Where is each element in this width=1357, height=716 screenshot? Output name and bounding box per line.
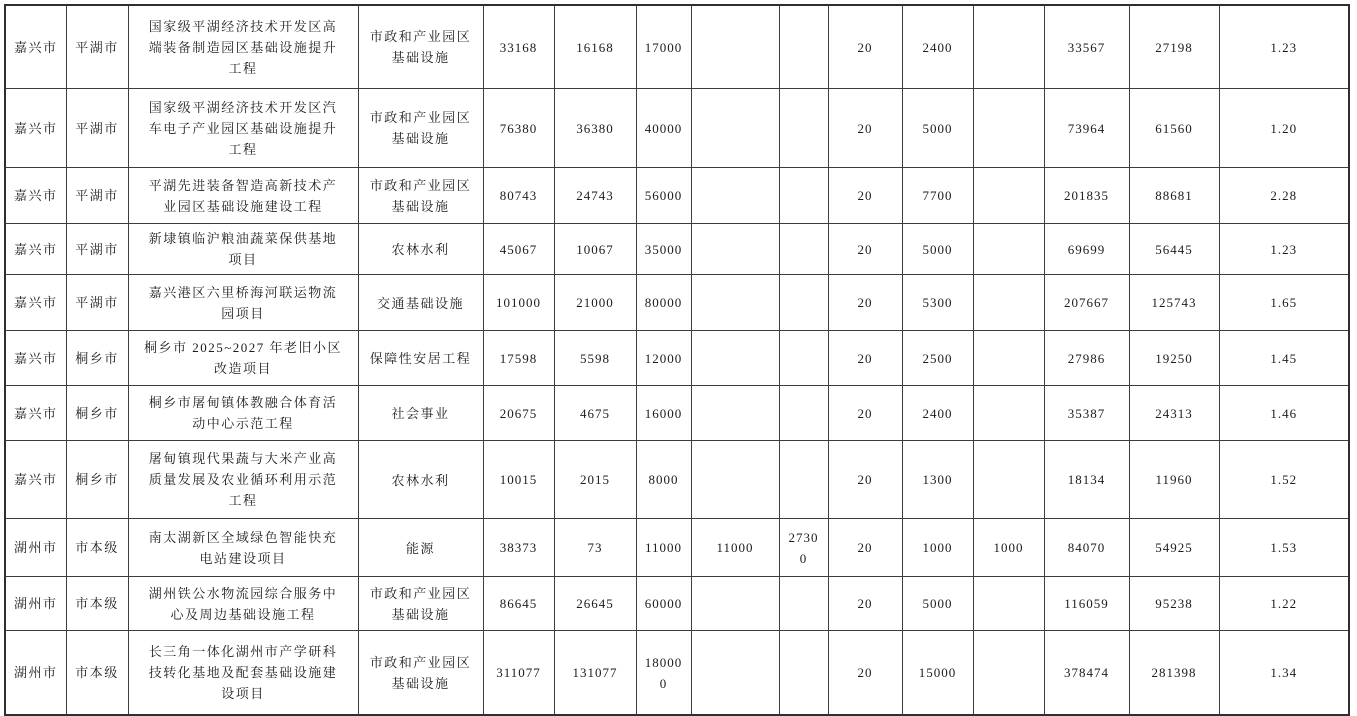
cell-coverage-ratio: 1.23 [1219,224,1349,275]
category-text: 市政和产业园区基础设施 [369,110,472,146]
cell-extra-investment-b [779,275,828,331]
cell-district: 桐乡市 [66,441,128,519]
cell-district: 平湖市 [66,275,128,331]
cell-project-name [128,441,358,519]
cell-cumulative-output: 207667 [1044,275,1129,331]
cell-completed-investment: 36380 [554,89,636,168]
projects-table [4,4,1350,716]
cell-cumulative-completed: 95238 [1129,577,1219,631]
table-row [5,224,1349,275]
cell-project-name [128,224,358,275]
cell-coverage-ratio: 1.45 [1219,331,1349,386]
cell-annual-fund: 5000 [902,89,973,168]
cell-category [358,519,483,577]
cell-extra-investment-b [779,168,828,224]
cell-extra-investment-a [691,386,779,441]
category-text: 市政和产业园区基础设施 [369,29,472,65]
table-row [5,441,1349,519]
cell-cumulative-completed: 61560 [1129,89,1219,168]
cell-city: 嘉兴市 [5,441,66,519]
cell-city: 嘉兴市 [5,168,66,224]
cell-category [358,5,483,89]
cell-extra-investment-a [691,5,779,89]
cell-city: 湖州市 [5,577,66,631]
cell-coverage-ratio: 1.34 [1219,631,1349,716]
cell-city: 嘉兴市 [5,386,66,441]
cell-capital-ratio-percent: 20 [828,224,902,275]
cell-city: 嘉兴市 [5,89,66,168]
category-text: 保障性安居工程 [369,351,472,367]
cell-annual-fund: 5000 [902,224,973,275]
cell-capital-ratio-percent: 20 [828,5,902,89]
cell-extra-fund [973,5,1044,89]
table-row [5,631,1349,716]
cell-project-name [128,386,358,441]
cell-planned-investment: 40000 [636,89,691,168]
cell-extra-fund [973,441,1044,519]
cell-extra-fund [973,89,1044,168]
cell-extra-fund [973,331,1044,386]
cell-total-investment: 80743 [483,168,554,224]
category-text: 交通基础设施 [376,295,464,311]
cell-cumulative-output: 27986 [1044,331,1129,386]
cell-district: 平湖市 [66,224,128,275]
cell-project-name [128,519,358,577]
cell-city: 嘉兴市 [5,275,66,331]
cell-district: 平湖市 [66,168,128,224]
cell-extra-investment-b: 27300 [779,519,828,577]
document-page [4,4,1350,716]
cell-city: 嘉兴市 [5,331,66,386]
cell-extra-investment-b [779,224,828,275]
cell-total-investment: 45067 [483,224,554,275]
cell-cumulative-completed: 11960 [1129,441,1219,519]
cell-project-name [128,577,358,631]
category-text: 农林水利 [391,472,450,488]
cell-cumulative-output: 84070 [1044,519,1129,577]
cell-extra-investment-a [691,89,779,168]
cell-capital-ratio-percent: 20 [828,168,902,224]
cell-capital-ratio-percent: 20 [828,89,902,168]
table-row [5,89,1349,168]
cell-cumulative-output: 73964 [1044,89,1129,168]
cell-total-investment: 311077 [483,631,554,716]
cell-cumulative-completed: 56445 [1129,224,1219,275]
table-row [5,5,1349,89]
cell-cumulative-completed: 281398 [1129,631,1219,716]
cell-extra-investment-a: 11000 [691,519,779,577]
cell-extra-fund [973,224,1044,275]
cell-completed-investment: 16168 [554,5,636,89]
cell-coverage-ratio: 1.20 [1219,89,1349,168]
project-name-text: 国家级平湖经济技术开发区汽车电子产业园区基础设施提升工程 [148,99,338,157]
cell-district: 市本级 [66,577,128,631]
cell-extra-investment-a [691,275,779,331]
cell-city: 湖州市 [5,631,66,716]
cell-extra-fund [973,168,1044,224]
cell-cumulative-output: 116059 [1044,577,1129,631]
cell-coverage-ratio: 1.52 [1219,441,1349,519]
cell-category [358,386,483,441]
cell-coverage-ratio: 1.46 [1219,386,1349,441]
cell-annual-fund: 1000 [902,519,973,577]
cell-extra-investment-b [779,386,828,441]
cell-district: 市本级 [66,519,128,577]
cell-cumulative-output: 201835 [1044,168,1129,224]
cell-completed-investment: 4675 [554,386,636,441]
cell-total-investment: 20675 [483,386,554,441]
cell-annual-fund: 2400 [902,5,973,89]
cell-city: 嘉兴市 [5,224,66,275]
cell-extra-investment-b [779,441,828,519]
cell-annual-fund: 5000 [902,577,973,631]
cell-total-investment: 38373 [483,519,554,577]
table-row [5,577,1349,631]
cell-extra-fund [973,631,1044,716]
cell-annual-fund: 1300 [902,441,973,519]
cell-city: 湖州市 [5,519,66,577]
cell-cumulative-output: 35387 [1044,386,1129,441]
cell-completed-investment: 26645 [554,577,636,631]
cell-planned-investment: 11000 [636,519,691,577]
cell-capital-ratio-percent: 20 [828,386,902,441]
cell-coverage-ratio: 1.53 [1219,519,1349,577]
project-name-text: 平湖先进装备智造高新技术产业园区基础设施建设工程 [148,177,338,214]
cell-cumulative-output: 69699 [1044,224,1129,275]
cell-total-investment: 86645 [483,577,554,631]
cell-planned-investment: 12000 [636,331,691,386]
cell-annual-fund: 2500 [902,331,973,386]
cell-extra-fund: 1000 [973,519,1044,577]
cell-completed-investment: 131077 [554,631,636,716]
cell-total-investment: 17598 [483,331,554,386]
cell-extra-investment-a [691,577,779,631]
cell-extra-investment-b [779,5,828,89]
cell-annual-fund: 5300 [902,275,973,331]
cell-extra-fund [973,577,1044,631]
cell-coverage-ratio: 1.23 [1219,5,1349,89]
cell-project-name [128,631,358,716]
project-name-text: 长三角一体化湖州市产学研科技转化基地及配套基础设施建设项目 [148,644,338,701]
cell-cumulative-completed: 88681 [1129,168,1219,224]
cell-district: 桐乡市 [66,331,128,386]
cell-project-name [128,89,358,168]
project-name-text: 新埭镇临沪粮油蔬菜保供基地项目 [148,231,338,267]
cell-capital-ratio-percent: 20 [828,519,902,577]
table-row [5,519,1349,577]
cell-extra-fund [973,386,1044,441]
cell-planned-investment: 180000 [636,631,691,716]
cell-total-investment: 10015 [483,441,554,519]
project-name-text: 桐乡市 2025~2027 年老旧小区改造项目 [143,340,343,376]
cell-extra-investment-b [779,631,828,716]
cell-category [358,89,483,168]
cell-cumulative-completed: 24313 [1129,386,1219,441]
cell-capital-ratio-percent: 20 [828,631,902,716]
cell-cumulative-output: 378474 [1044,631,1129,716]
cell-completed-investment: 21000 [554,275,636,331]
project-name-text: 国家级平湖经济技术开发区高端装备制造园区基础设施提升工程 [148,18,338,76]
cell-district: 平湖市 [66,89,128,168]
category-text: 社会事业 [391,406,450,422]
cell-cumulative-output: 33567 [1044,5,1129,89]
project-name-text: 湖州铁公水物流园综合服务中心及周边基础设施工程 [148,585,338,622]
cell-capital-ratio-percent: 20 [828,275,902,331]
cell-cumulative-completed: 54925 [1129,519,1219,577]
cell-completed-investment: 2015 [554,441,636,519]
cell-cumulative-completed: 125743 [1129,275,1219,331]
table-row [5,386,1349,441]
cell-coverage-ratio: 1.22 [1219,577,1349,631]
cell-category [358,441,483,519]
cell-completed-investment: 73 [554,519,636,577]
cell-completed-investment: 10067 [554,224,636,275]
cell-extra-investment-b [779,89,828,168]
cell-extra-investment-b [779,331,828,386]
category-text: 市政和产业园区基础设施 [369,585,472,622]
cell-category [358,577,483,631]
cell-category [358,224,483,275]
table-row [5,168,1349,224]
cell-completed-investment: 5598 [554,331,636,386]
cell-planned-investment: 8000 [636,441,691,519]
cell-category [358,331,483,386]
category-text: 市政和产业园区基础设施 [369,654,472,691]
cell-total-investment: 101000 [483,275,554,331]
cell-annual-fund: 2400 [902,386,973,441]
cell-cumulative-output: 18134 [1044,441,1129,519]
cell-district: 市本级 [66,631,128,716]
project-name-text: 嘉兴港区六里桥海河联运物流园项目 [148,284,338,321]
project-name-text: 屠甸镇现代果蔬与大米产业高质量发展及农业循环利用示范工程 [148,451,338,508]
cell-district: 平湖市 [66,5,128,89]
cell-cumulative-completed: 19250 [1129,331,1219,386]
cell-category [358,168,483,224]
cell-project-name [128,275,358,331]
project-name-text: 桐乡市屠甸镇体教融合体育活动中心示范工程 [148,395,338,431]
category-text: 市政和产业园区基础设施 [369,177,472,214]
category-text: 农林水利 [391,242,450,258]
cell-extra-investment-b [779,577,828,631]
cell-annual-fund: 7700 [902,168,973,224]
cell-planned-investment: 80000 [636,275,691,331]
cell-extra-investment-a [691,168,779,224]
cell-category [358,631,483,716]
cell-coverage-ratio: 2.28 [1219,168,1349,224]
cell-annual-fund: 15000 [902,631,973,716]
cell-extra-investment-a [691,441,779,519]
cell-capital-ratio-percent: 20 [828,441,902,519]
cell-planned-investment: 60000 [636,577,691,631]
cell-planned-investment: 16000 [636,386,691,441]
cell-category [358,275,483,331]
cell-project-name [128,331,358,386]
cell-capital-ratio-percent: 20 [828,331,902,386]
cell-extra-investment-a [691,331,779,386]
cell-city: 嘉兴市 [5,5,66,89]
cell-extra-fund [973,275,1044,331]
cell-extra-investment-a [691,631,779,716]
category-text: 能源 [405,540,435,556]
table-row [5,331,1349,386]
cell-total-investment: 76380 [483,89,554,168]
project-name-text: 南太湖新区全域绿色智能快充电站建设项目 [148,529,338,566]
cell-coverage-ratio: 1.65 [1219,275,1349,331]
cell-planned-investment: 56000 [636,168,691,224]
cell-planned-investment: 17000 [636,5,691,89]
cell-planned-investment: 35000 [636,224,691,275]
cell-completed-investment: 24743 [554,168,636,224]
cell-project-name [128,168,358,224]
cell-extra-investment-a [691,224,779,275]
cell-district: 桐乡市 [66,386,128,441]
cell-cumulative-completed: 27198 [1129,5,1219,89]
cell-total-investment: 33168 [483,5,554,89]
table-row [5,275,1349,331]
cell-capital-ratio-percent: 20 [828,577,902,631]
projects-table-body [5,5,1349,715]
cell-project-name [128,5,358,89]
